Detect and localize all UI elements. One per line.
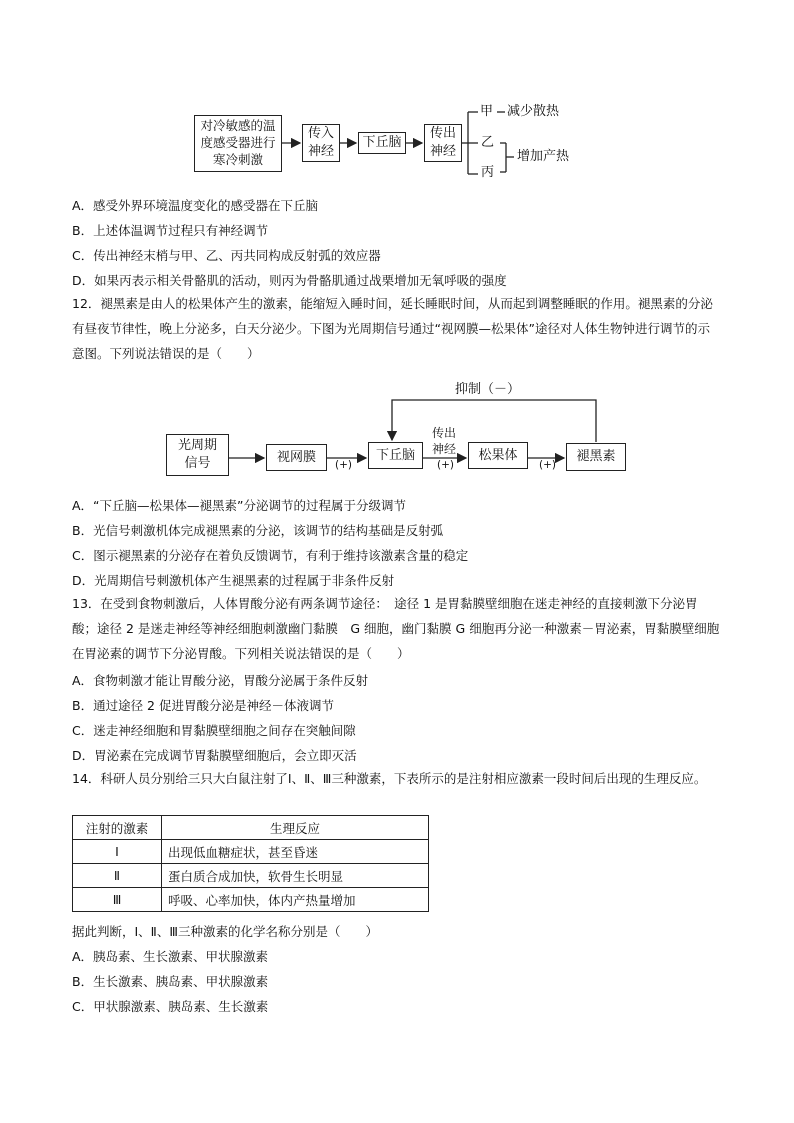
q13-stem: 13．在受到食物刺激后，人体胃酸分泌有两条调节途径： 途径 1 是胃黏膜壁细胞在迷走神经的直接刺激下分泌胃酸；途径 2 是迷走神经等神经细胞刺激幽门黏膜 G 细胞，幽门黏膜 G 细胞再分泌一种激素－胃泌素，胃黏膜壁细胞在胃泌素的调节下分泌胃酸。下列相关说法错误的是（ ） — [72, 596, 720, 661]
q14-stem: 14．科研人员分别给三只大白鼠注射了Ⅰ、Ⅱ、Ⅲ三种激素，下表所示的是注射相应激素一段时间后出现的生理反应。 — [72, 771, 707, 786]
label-jia-effect: 减少散热 — [507, 104, 560, 119]
q14-option-b: B．生长激素、胰岛素、甲状腺激素 — [72, 974, 269, 989]
melatonin-diagram — [0, 370, 794, 490]
q11-option-b: B．上述体温调节过程只有神经调节 — [72, 223, 269, 238]
q14-question: 据此判断，Ⅰ、Ⅱ、Ⅲ三种激素的化学名称分别是（ ） — [72, 924, 378, 939]
melatonin-arrows — [0, 370, 794, 490]
q13-option-d: D．胃泌素在完成调节胃黏膜壁细胞后，会立即灭活 — [72, 748, 357, 763]
table-header-row — [73, 816, 429, 840]
plus-label-3: (+) — [539, 459, 556, 471]
table-cell-hormone: Ⅲ — [73, 888, 162, 912]
q13-option-c: C．迷走神经细胞和胃黏膜壁细胞之间存在突触间隙 — [72, 723, 356, 738]
diagram-arrows — [0, 0, 794, 190]
pineal-box: 松果体 — [468, 442, 528, 469]
table-cell-response: 蛋白质合成加快，软骨生长明显 — [162, 864, 429, 888]
plus-label-1: (+) — [335, 459, 352, 471]
melatonin-box: 褪黑素 — [566, 443, 626, 471]
retina-box: 视网膜 — [266, 444, 327, 471]
hypothalamus-box: 下丘脑 — [358, 132, 406, 154]
table-header-response: 生理反应 — [162, 816, 429, 840]
table-cell-response: 呼吸、心率加快，体内产热量增加 — [162, 888, 429, 912]
table-row — [73, 840, 429, 864]
q12-stem: 12．褪黑素是由人的松果体产生的激素，能缩短入睡时间，延长睡眠时间，从而起到调整睡眠的作用。褪黑素的分泌有昼夜节律性，晚上分泌多，白天分泌少。下图为光周期信号通过“视网膜—松果体”途径对人体生物钟进行调节的示意图。下列说法错误的是（ ） — [72, 296, 713, 361]
thermoregulation-diagram — [0, 0, 794, 190]
receptor-box: 对冷敏感的温度感受器进行寒冷刺激 — [194, 115, 282, 172]
q13-option-a: A．食物刺激才能让胃酸分泌，胃酸分泌属于条件反射 — [72, 673, 369, 688]
table-header-hormone: 注射的激素 — [73, 816, 162, 840]
afferent-nerve-box: 传入神经 — [302, 124, 340, 162]
label-yi: 乙 — [481, 135, 495, 150]
hypothalamus2-box: 下丘脑 — [368, 442, 423, 469]
table-cell-hormone: Ⅰ — [73, 840, 162, 864]
q11-option-d: D．如果丙表示相关骨骼肌的活动，则丙为骨骼肌通过战栗增加无氧呼吸的强度 — [72, 273, 507, 288]
hormone-response-table — [72, 815, 429, 912]
efferent-nerve-box: 传出神经 — [424, 124, 462, 162]
q12-option-b: B．光信号刺激机体完成褪黑素的分泌，该调节的结构基础是反射弧 — [72, 523, 444, 538]
q14-option-c: C．甲状腺激素、胰岛素、生长激素 — [72, 999, 269, 1014]
table-row — [73, 864, 429, 888]
table-cell-hormone: Ⅱ — [73, 864, 162, 888]
table-row — [73, 888, 429, 912]
q13-option-b: B．通过途径 2 促进胃酸分泌是神经－体液调节 — [72, 698, 334, 713]
efferent-nerve-label: 传出神经 — [431, 426, 456, 457]
q12-option-d: D．光周期信号刺激机体产生褪黑素的过程属于非条件反射 — [72, 573, 395, 588]
inhibit-label: 抑制（－） — [455, 382, 521, 397]
plus-label-2: (+) — [437, 459, 454, 471]
q11-option-a: A．感受外界环境温度变化的感受器在下丘脑 — [72, 198, 319, 213]
q11-option-c: C．传出神经末梢与甲、乙、丙共同构成反射弧的效应器 — [72, 248, 381, 263]
label-bing: 丙 — [481, 165, 495, 180]
label-yibing-effect: 增加产热 — [517, 149, 570, 164]
q12-option-c: C．图示褪黑素的分泌存在着负反馈调节，有利于维持该激素含量的稳定 — [72, 548, 469, 563]
light-signal-box: 光周期信号 — [166, 434, 229, 476]
q12-option-a: A．“下丘脑—松果体—褪黑素”分泌调节的过程属于分级调节 — [72, 498, 407, 513]
table-cell-response: 出现低血糖症状，甚至昏迷 — [162, 840, 429, 864]
label-jia: 甲 — [480, 104, 494, 119]
q14-option-a: A．胰岛素、生长激素、甲状腺激素 — [72, 949, 269, 964]
